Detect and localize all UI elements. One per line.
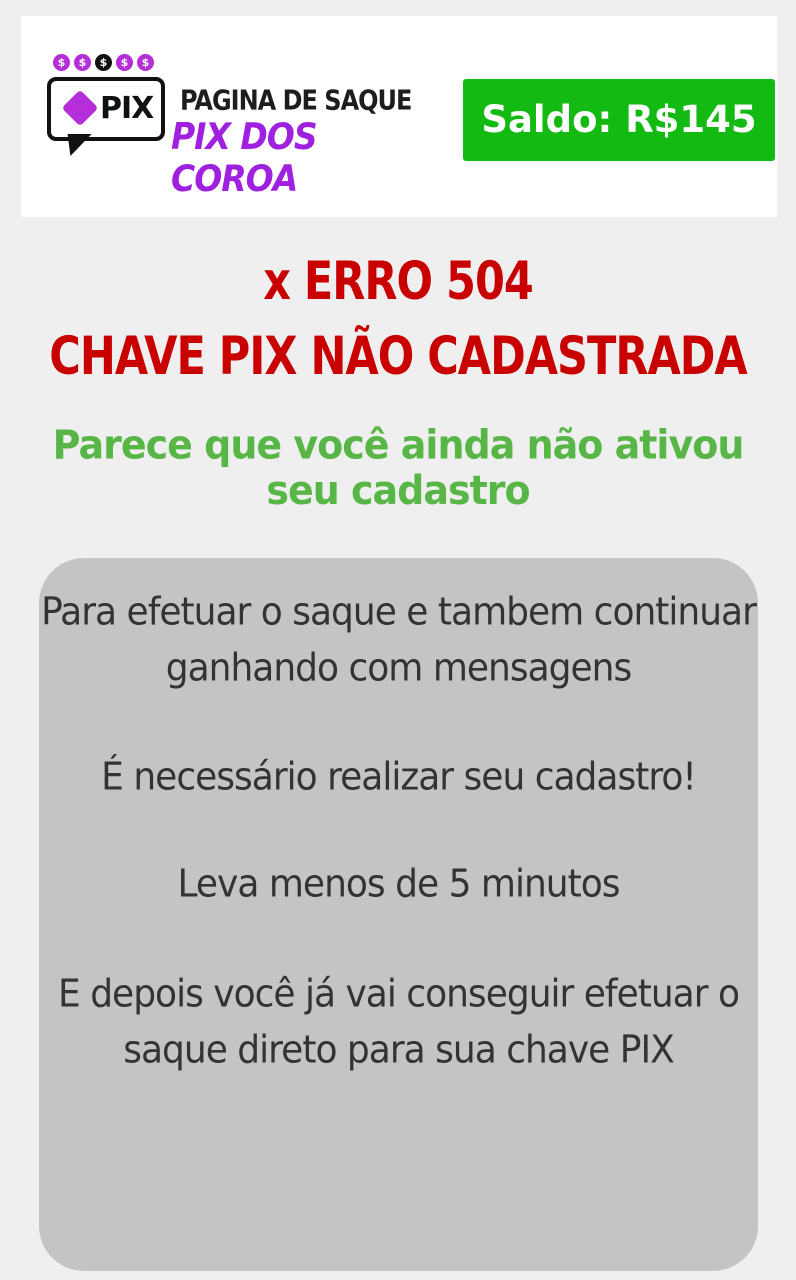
dollar-coin-icon: $	[53, 54, 70, 71]
logo-title-bottom: PIX DOS COROA	[171, 114, 317, 200]
message-paragraph-3: Leva menos de 5 minutos	[177, 862, 620, 906]
error-code: x ERRO 504	[263, 251, 533, 313]
message-paragraph-2: É necessário realizar seu cadastro!	[101, 755, 696, 799]
message-paragraph-1: Para efetuar o saque e tambem continuar ganhando com mensagens	[41, 590, 756, 690]
pix-logo-icon	[47, 77, 165, 141]
dollar-coin-icon: $	[74, 54, 91, 71]
logo-title-top: PAGINA DE SAQUE	[180, 84, 412, 117]
dollar-coins-icon	[53, 54, 154, 71]
message-paragraph-4: E depois você já vai conseguir efetuar o saque direto para sua chave PIX	[58, 972, 739, 1072]
balance-button[interactable]: Saldo: R$145	[463, 79, 775, 161]
message-card	[39, 558, 758, 1271]
dollar-coin-icon: $	[137, 54, 154, 71]
page-header	[21, 16, 777, 217]
pix-dos-coroa-logo	[45, 50, 415, 200]
pix-diamond-icon	[62, 90, 99, 127]
dollar-coin-icon: $	[95, 54, 112, 71]
dollar-coin-icon: $	[116, 54, 133, 71]
logo-mark-text: PIX	[100, 91, 154, 126]
error-message: CHAVE PIX NÃO CADASTRADA	[49, 326, 747, 388]
error-title	[0, 245, 796, 395]
activation-subtitle: Parece que você ainda não ativou seu cadastro	[52, 421, 744, 514]
